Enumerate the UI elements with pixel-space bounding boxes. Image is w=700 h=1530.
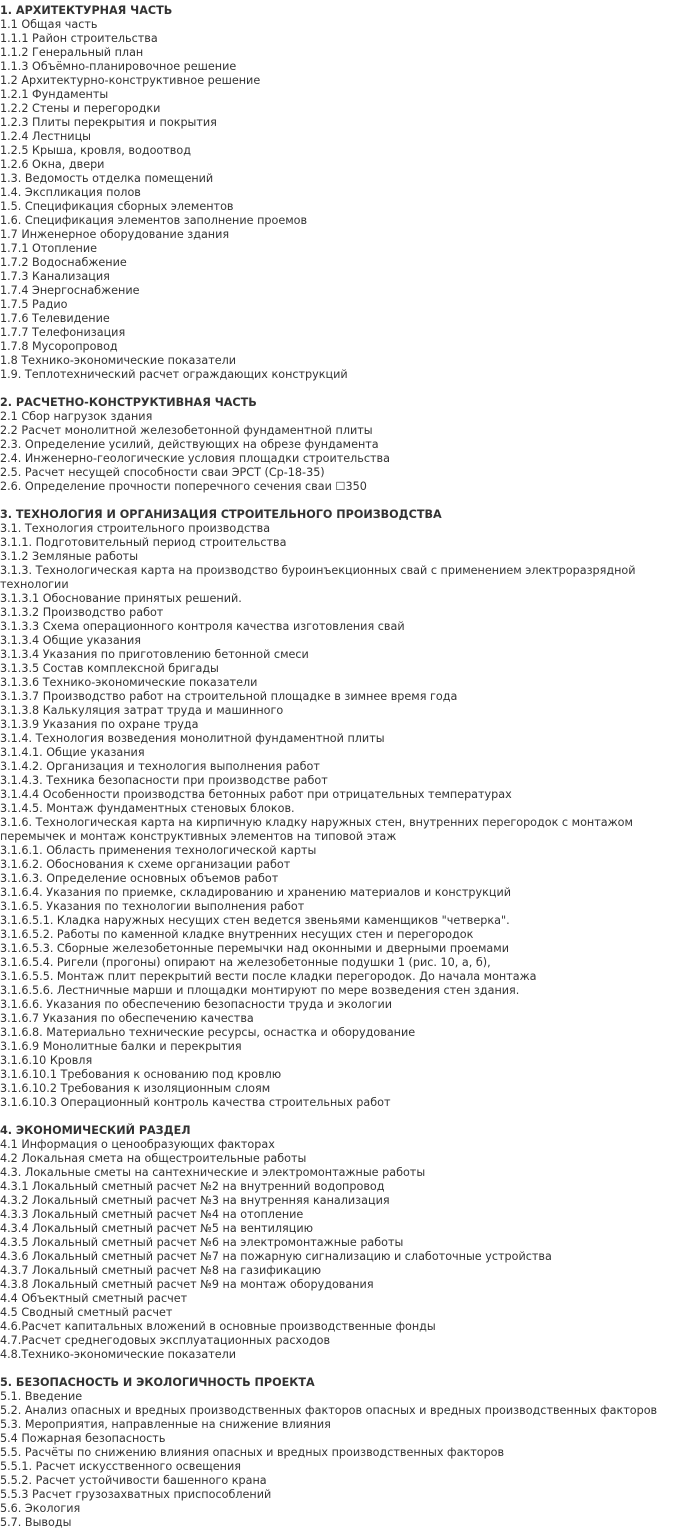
toc-item: 1.2.1 Фундаменты <box>0 88 109 101</box>
toc-item: 3.1.6.4. Указания по приемке, складированию и хранению материалов и конструкций <box>0 886 511 899</box>
toc-item: 3.1.6.5.6. Лестничные марши и площадки монтируют по мере возведения стен здания. <box>0 984 520 997</box>
toc-item: 1.6. Спецификация элементов заполнение проемов <box>0 214 308 227</box>
toc-item: 4.7.Расчет среднегодовых эксплуатационных расходов <box>0 1334 331 1347</box>
toc-item: 3.1.6.5. Указания по технологии выполнения работ <box>0 900 305 913</box>
toc-item: 3.1.3.1 Обоснование принятых решений. <box>0 592 242 605</box>
toc-item: 2.6. Определение прочности поперечного сечения сваи ☐350 <box>0 480 367 493</box>
toc-item: 3.1.6.9 Монолитные балки и перекрытия <box>0 1040 242 1053</box>
toc-item: 5.5.2. Расчет устойчивости башенного крана <box>0 1474 267 1487</box>
toc-item: 1.7.2 Водоснабжение <box>0 256 127 269</box>
toc-item: 3.1. Технология строительного производства <box>0 522 271 535</box>
toc-item: 3.1.1. Подготовительный период строительства <box>0 536 287 549</box>
toc-item: 4.5 Сводный сметный расчет <box>0 1306 173 1319</box>
toc-item: 2.1 Сбор нагрузок здания <box>0 410 153 423</box>
toc-item: 3.1.2 Земляные работы <box>0 550 139 563</box>
toc-item: 1.9. Теплотехнический расчет ограждающих конструкций <box>0 368 348 381</box>
toc-item: 3.1.6.8. Материально технические ресурсы, оснастка и оборудование <box>0 1026 416 1039</box>
toc-item: 5.6. Экология <box>0 1502 81 1515</box>
toc-item: 2.2 Расчет монолитной железобетонной фундаментной плиты <box>0 424 373 437</box>
toc-item: 3.1.3.2 Производство работ <box>0 606 164 619</box>
toc-item: 2.4. Инженерно-геологические условия площадки строительства <box>0 452 390 465</box>
section-heading: 1. АРХИТЕКТУРНАЯ ЧАСТЬ <box>0 4 173 17</box>
toc-item: 3.1.6.1. Область применения технологической карты <box>0 844 317 857</box>
toc-item: 3.1.6.5.2. Работы по каменной кладке внутренних несущих стен и перегородок <box>0 928 474 941</box>
section-heading: 5. БЕЗОПАСНОСТЬ И ЭКОЛОГИЧНОСТЬ ПРОЕКТА <box>0 1376 315 1389</box>
toc-item: 1.1.2 Генеральный план <box>0 46 144 59</box>
toc-section <box>0 396 700 494</box>
toc-item: 1.2.4 Лестницы <box>0 130 92 143</box>
toc-section <box>0 4 700 382</box>
toc-item: 1.7.6 Телевидение <box>0 312 110 325</box>
toc-item: 3.1.3.3 Схема операционного контроля качества изготовления свай <box>0 620 405 633</box>
toc-item: 3.1.6.7 Указания по обеспечению качества <box>0 1012 254 1025</box>
toc-item: 4.8.Технико-экономические показатели <box>0 1348 237 1361</box>
toc-item: 3.1.4.1. Общие указания <box>0 746 145 759</box>
toc-item: 3.1.3.5 Состав комплексной бригады <box>0 662 219 675</box>
toc-item: 2.3. Определение усилий, действующих на обрезе фундамента <box>0 438 379 451</box>
toc-item: 1.7.5 Радио <box>0 298 68 311</box>
toc-item: 3.1.3. Технологическая карта на производство буроинъекционных свай с применением электроразрядной технологии <box>0 564 636 591</box>
toc-item: 1.2 Архитектурно-конструктивное решение <box>0 74 261 87</box>
toc-item: 1.7.7 Телефонизация <box>0 326 126 339</box>
toc-item: 3.1.6.5.5. Монтаж плит перекрытий вести после кладки перегородок. До начала монтажа <box>0 970 537 983</box>
toc-item: 1.1 Общая часть <box>0 18 98 31</box>
section-heading: 4. ЭКОНОМИЧЕСКИЙ РАЗДЕЛ <box>0 1124 191 1137</box>
toc-item: 5.2. Анализ опасных и вредных производственных факторов опасных и вредных производственных факторов <box>0 1404 658 1417</box>
toc-item: 4.4 Объектный сметный расчет <box>0 1292 188 1305</box>
toc-item: 1.1.1 Район строительства <box>0 32 158 45</box>
toc-item: 3.1.6.10.2 Требования к изоляционным слоям <box>0 1082 271 1095</box>
toc-item: 1.8 Технико-экономические показатели <box>0 354 237 367</box>
toc-item: 5.5.1. Расчет искусственного освещения <box>0 1460 241 1473</box>
toc-item: 3.1.4.5. Монтаж фундаментных стеновых блоков. <box>0 802 295 815</box>
toc-item: 3.1.6.10 Кровля <box>0 1054 93 1067</box>
toc-section <box>0 1376 700 1530</box>
toc-item: 3.1.4. Технология возведения монолитной фундаментной плиты <box>0 732 385 745</box>
toc-item: 4.3.6 Локальный сметный расчет №7 на пожарную сигнализацию и слаботочные устройства <box>0 1250 552 1263</box>
toc-item: 5.3. Мероприятия, направленные на снижение влияния <box>0 1418 331 1431</box>
toc-item: 3.1.6. Технологическая карта на кирпичную кладку наружных стен, внутренних перегородок с монтажом перемычек и монтаж конструктивных элементов на типовой этаж <box>0 816 633 843</box>
toc-item: 3.1.3.8 Калькуляция затрат труда и машинного <box>0 704 284 717</box>
toc-item: 2.5. Расчет несущей способности сваи ЭРСТ (Ср-18-35) <box>0 466 325 479</box>
toc-item: 3.1.6.2. Обоснования к схеме организации работ <box>0 858 291 871</box>
toc-item: 3.1.6.3. Определение основных объемов работ <box>0 872 279 885</box>
toc-item: 1.7.3 Канализация <box>0 270 110 283</box>
toc-item: 3.1.3.9 Указания по охране труда <box>0 718 199 731</box>
toc-item: 1.5. Спецификация сборных элементов <box>0 200 234 213</box>
toc-item: 3.1.3.4 Общие указания <box>0 634 142 647</box>
toc-item: 4.3.2 Локальный сметный расчет №3 на внутренняя канализация <box>0 1194 390 1207</box>
toc-item: 4.1 Информация о ценообразующих факторах <box>0 1138 275 1151</box>
toc-item: 1.7.4 Энергоснабжение <box>0 284 140 297</box>
toc-item: 3.1.4.2. Организация и технология выполнения работ <box>0 760 320 773</box>
toc-item: 1.3. Ведомость отделка помещений <box>0 172 214 185</box>
toc-item: 4.6.Расчет капитальных вложений в основные производственные фонды <box>0 1320 436 1333</box>
toc-item: 3.1.6.5.3. Сборные железобетонные перемычки над оконными и дверными проемами <box>0 942 509 955</box>
toc-item: 1.2.3 Плиты перекрытия и покрытия <box>0 116 217 129</box>
toc-item: 3.1.6.5.4. Ригели (прогоны) опирают на железобетонные подушки 1 (рис. 10, а, б), <box>0 956 491 969</box>
toc-item: 3.1.6.10.1 Требования к основанию под кровлю <box>0 1068 282 1081</box>
toc-item: 1.2.6 Окна, двери <box>0 158 105 171</box>
toc-item: 1.7 Инженерное оборудование здания <box>0 228 230 241</box>
toc-item: 4.3.7 Локальный сметный расчет №8 на газификацию <box>0 1264 321 1277</box>
toc-item: 4.2 Локальная смета на общестроительные работы <box>0 1152 307 1165</box>
toc-item: 3.1.6.5.1. Кладка наружных несущих стен ведется звеньями каменщиков "четверка". <box>0 914 510 927</box>
toc-item: 3.1.3.7 Производство работ на строительной площадке в зимнее время года <box>0 690 458 703</box>
section-heading: 3. ТЕХНОЛОГИЯ И ОРГАНИЗАЦИЯ СТРОИТЕЛЬНОГО ПРОИЗВОДСТВА <box>0 508 442 521</box>
toc-item: 4.3.3 Локальный сметный расчет №4 на отопление <box>0 1208 304 1221</box>
toc-section <box>0 508 700 1110</box>
toc-item: 5.7. Выводы <box>0 1516 72 1529</box>
section-heading: 2. РАСЧЕТНО-КОНСТРУКТИВНАЯ ЧАСТЬ <box>0 396 257 409</box>
toc-item: 1.2.2 Стены и перегородки <box>0 102 161 115</box>
toc-item: 5.5.3 Расчет грузозахватных приспособлений <box>0 1488 272 1501</box>
toc-item: 4.3.1 Локальный сметный расчет №2 на внутренний водопровод <box>0 1180 385 1193</box>
toc-item: 5.4 Пожарная безопасность <box>0 1432 166 1445</box>
toc-item: 4.3.5 Локальный сметный расчет №6 на электромонтажные работы <box>0 1236 404 1249</box>
toc-item: 1.7.1 Отопление <box>0 242 98 255</box>
toc-item: 3.1.3.4 Указания по приготовлению бетонной смеси <box>0 648 309 661</box>
toc-item: 1.2.5 Крыша, кровля, водоотвод <box>0 144 191 157</box>
toc-item: 1.1.3 Объёмно-планировочное решение <box>0 60 237 73</box>
toc-item: 3.1.6.6. Указания по обеспечению безопасности труда и экологии <box>0 998 393 1011</box>
toc-item: 1.4. Экспликация полов <box>0 186 141 199</box>
toc-item: 4.3. Локальные сметы на сантехнические и электромонтажные работы <box>0 1166 426 1179</box>
toc-item: 5.5. Расчёты по снижению влияния опасных и вредных производственных факторов <box>0 1446 505 1459</box>
toc-item: 4.3.8 Локальный сметный расчет №9 на монтаж оборудования <box>0 1278 374 1291</box>
toc-section <box>0 1124 700 1362</box>
toc-item: 3.1.3.6 Технико-экономические показатели <box>0 676 258 689</box>
toc-item: 4.3.4 Локальный сметный расчет №5 на вентиляцию <box>0 1222 314 1235</box>
toc-item: 3.1.4.4 Особенности производства бетонных работ при отрицательных температурах <box>0 788 512 801</box>
toc-item: 5.1. Введение <box>0 1390 83 1403</box>
toc-item: 3.1.4.3. Техника безопасности при производстве работ <box>0 774 328 787</box>
toc-item: 1.7.8 Мусоропровод <box>0 340 118 353</box>
toc-item: 3.1.6.10.3 Операционный контроль качества строительных работ <box>0 1096 391 1109</box>
